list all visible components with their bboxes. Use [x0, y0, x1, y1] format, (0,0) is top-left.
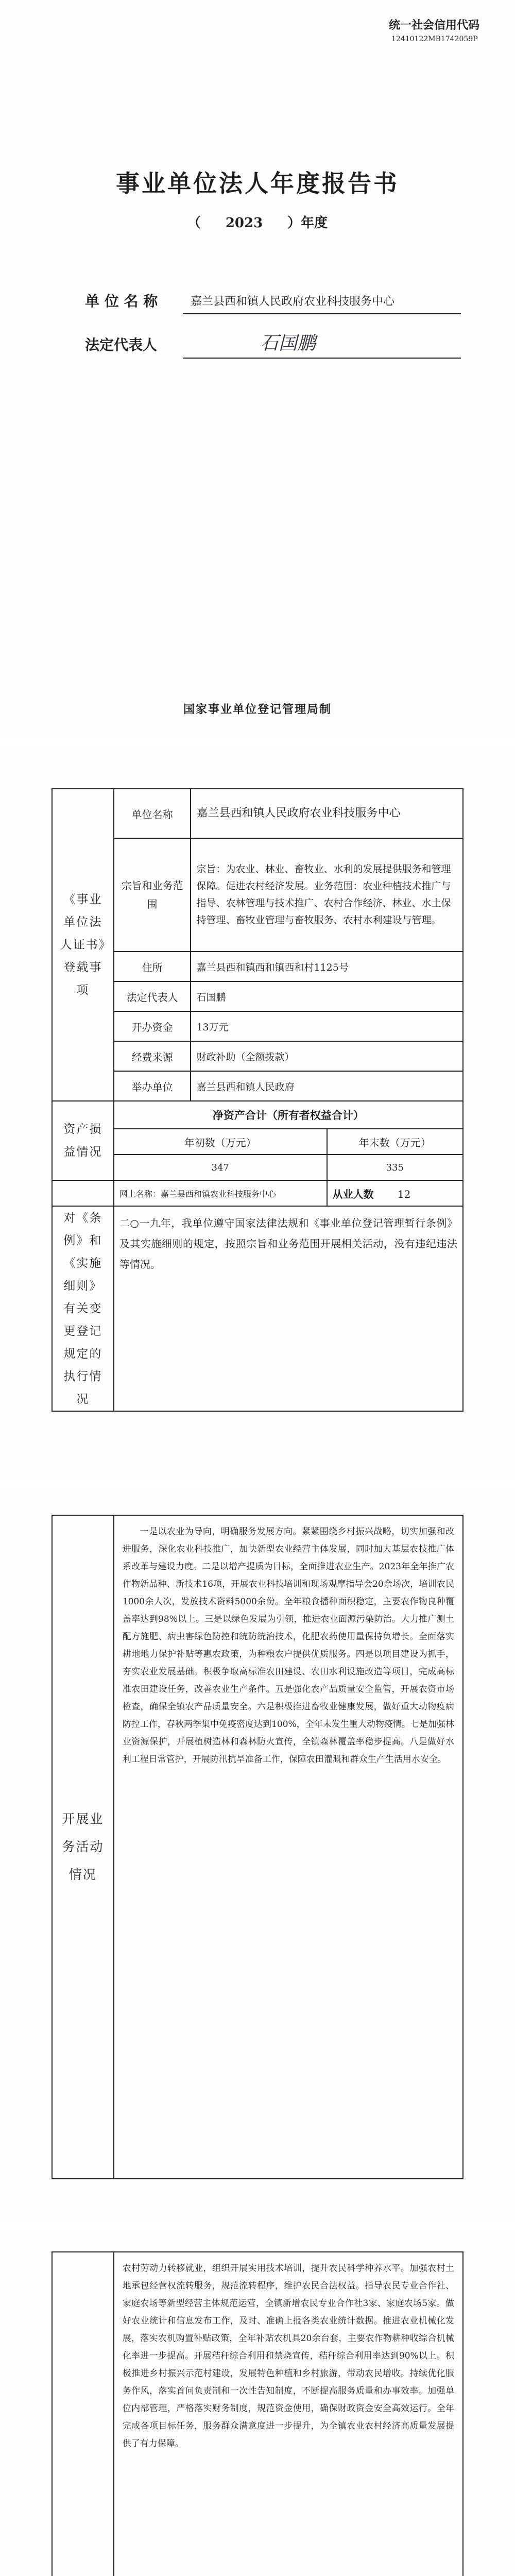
year-value: 2023: [225, 215, 263, 231]
row-label: 经费来源: [114, 1041, 191, 1071]
cover-page: [0, 0, 515, 737]
staff-unit-prefix: 网上名称: [119, 1189, 152, 1199]
staff-count-label: 从业人数: [332, 1188, 374, 1200]
row-value: 石国鹏: [191, 981, 463, 1011]
row-value: 13万元: [191, 1011, 463, 1041]
row-label: 单位名称: [114, 789, 191, 838]
row-value: 嘉兰县西和镇西和镇西和村1125号: [191, 952, 463, 981]
compliance-side-label: 对《条例》和《实施细则》有关变更登记规定的执行情况: [52, 1206, 114, 1411]
staff-unit: 网上名称：嘉兰县西和镇农业科技服务中心: [114, 1180, 327, 1206]
unified-code-label: 统一社会信用代码: [389, 19, 480, 32]
activities-continued-page: [0, 2231, 515, 2576]
activities-continued-side: [52, 2252, 114, 2576]
row-value: 嘉兰县西和镇人民政府: [191, 1071, 463, 1101]
assets-end-label: 年末数（万元）: [327, 1129, 463, 1155]
activities-side-label: 开展业务活动情况: [52, 1515, 114, 2179]
registration-side-label: 《事业单位法人证书》登载事项: [52, 789, 114, 1101]
unit-name-underline: [183, 313, 461, 314]
activities-text: 一是以农业为导向，明确服务发展方向。紧紧围绕乡村振兴战略，切实加强和改进服务，深化农业科技推广，加快新型农业经营主体发展，同时加大基层农技推广体系改革与建设力度。二是以增产提质为目标，全面推进农业生产。2023年全年推广农作物新品种、新技术16项，开展农业科技培训和现场观摩指导会20余场次，培训农民1000余人次，发放技术资料5000余份。全年粮食播种面积稳定，主要农作物良种覆盖率达到98%以上。三是以绿色发展为引领，推进农业面源污染防治。大力推广测土配方施肥、病虫害绿色防控和统防统治技术，化肥农药使用量保持负增长。全面落实耕地地力保护补贴等惠农政策，为种粮农户提供优质服务。四是以项目建设为抓手，夯实农业发展基础。积极争取高标准农田建设、农田水利设施改造等项目，完成高标准农田建设任务，改善农业生产条件。五是强化农产品质量安全监管，开展农资市场检查，确保全镇农产品质量安全。六是积极推进畜牧业健康发展，做好重大动物疫病防控工作，春秋两季集中免疫密度达到100%，全年未发生重大动物疫情。七是加强林业资源保护，开展植树造林和森林防火宣传，全镇森林覆盖率稳步提高。八是做好水利工程日常管护，开展防汛抗旱准备工作，保障农田灌溉和群众生产生活用水安全。: [114, 1515, 463, 2179]
row-label: 举办单位: [114, 1071, 191, 1101]
year-open: （: [187, 215, 201, 231]
year-close: ）年度: [287, 215, 328, 231]
activities-continued-text: 农村劳动力转移就业，组织开展实用技术培训，提升农民科学种养水平。加强农村土地承包经营权流转服务，规范流转程序，维护农民合法权益。指导农民专业合作社、家庭农场等新型经营主体规范运营，全镇新增农民专业合作社3家、家庭农场5家。做好农业统计和信息发布工作，及时、准确上报各类农业统计数据。推进农业机械化发展，落实农机购置补贴政策，全年补贴农机具20余台套，主要农作物耕种收综合机械化率进一步提高。开展秸秆综合利用和禁烧宣传，秸秆综合利用率达到90%以上。积极推进乡村振兴示范村建设，发展特色种植和乡村旅游，带动农民增收。持续优化服务作风，落实首问负责制和一次性告知制度，不断提高服务质量和办事效率。加强单位内部管理，严格落实财务制度，规范资金使用，确保财政资金安全高效运行。全年完成各项目标任务，服务群众满意度进一步提升，为全镇农业农村经济高质量发展提供了有力保障。: [114, 2252, 463, 2576]
unit-name-label: 单 位 名 称: [85, 293, 158, 310]
row-value: 财政补助（全额拨款）: [191, 1041, 463, 1071]
row-label: 开办资金: [114, 1011, 191, 1041]
assets-end-value: 335: [327, 1155, 463, 1180]
staff-count-cell: [327, 1180, 463, 1206]
compliance-text: 二○一九年，我单位遵守国家法律法规和《事业单位登记管理暂行条例》及其实施细则的规定，按照宗旨和业务范围开展相关活动，没有违纪违法等情况。: [114, 1206, 463, 1411]
row-value: 宗旨：为农业、林业、畜牧业、水利的发展提供服务和管理保障。促进农村经济发展。业务范围：农业种植技术推广与指导、农林管理与技术推广、农村合作经济、林业、水土保持管理、畜牧业管理与畜牧服务、农村水利建设与管理。: [191, 838, 463, 952]
activities-table: [52, 1515, 464, 2179]
staff-unit-value: 嘉兰县西和镇农业科技服务中心: [160, 1189, 276, 1199]
activities-page: [0, 1489, 515, 2221]
staff-blank-cell: [52, 1180, 114, 1206]
legal-rep-signature: 石国鹏: [260, 333, 316, 354]
assets-side-label: 资产损益情况: [52, 1101, 114, 1180]
registration-table: [52, 788, 464, 1412]
unified-code: 12410122MB1742059P: [391, 35, 478, 43]
report-year: [0, 212, 515, 231]
issuer: 国家事业单位登记管理局制: [183, 703, 332, 716]
row-value: 嘉兰县西和镇人民政府农业科技服务中心: [191, 789, 463, 838]
legal-rep-label: 法定代表人: [85, 336, 158, 353]
report-title: 事业单位法人年度报告书: [116, 170, 399, 197]
assets-header: 净资产合计（所有者权益合计）: [114, 1101, 463, 1129]
assets-begin-label: 年初数（万元）: [114, 1129, 327, 1155]
row-label: 宗旨和业务范围: [114, 838, 191, 952]
row-label: 住所: [114, 952, 191, 981]
activities-continued-table: [52, 2251, 464, 2576]
registration-page: [0, 747, 515, 1479]
staff-count-value: 12: [397, 1188, 411, 1200]
assets-begin-value: 347: [114, 1155, 327, 1180]
unit-name-value: 嘉兰县西和镇人民政府农业科技服务中心: [191, 295, 395, 308]
row-label: 法定代表人: [114, 981, 191, 1011]
legal-rep-underline: [183, 358, 461, 359]
